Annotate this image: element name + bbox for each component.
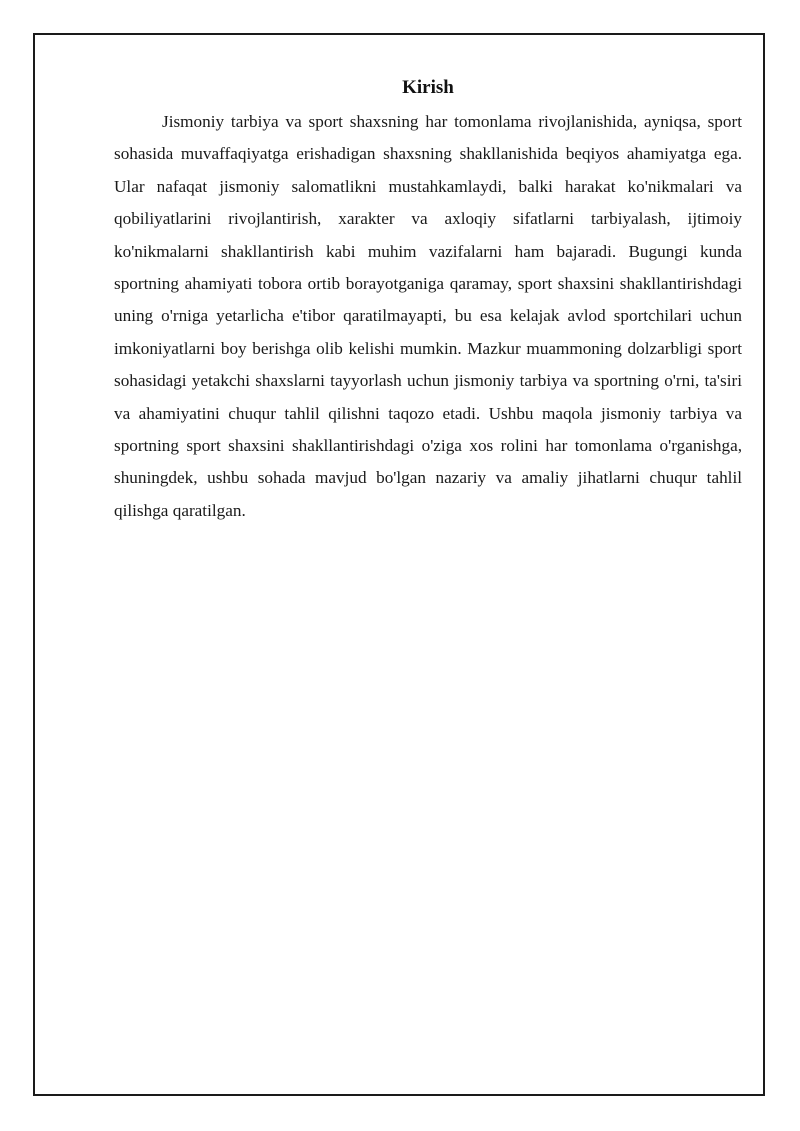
document-content [114,74,742,527]
section-heading: Kirish [402,77,454,98]
body-paragraph: Jismoniy tarbiya va sport shaxsning har tomonlama rivojlanishida, ayniqsa, sport sohasida muvaffaqiyatga erishadigan shaxsning shakllanishida beqiyos ahamiyatga ega. Ular nafaqat jismoniy salomatlikni mustahkamlaydi, balki harakat ko'nikmalari va qobiliyatlarini rivojlantirish, xarakter va axloqiy sifatlarni tarbiyalash, ijtimoiy ko'nikmalarni shakllantirish kabi muhim vazifalarni ham bajaradi. Bugungi kunda sportning ahamiyati tobora ortib borayotganiga qaramay, sport shaxsini shakllantirishdagi uning o'rniga yetarlicha e'tibor qaratilmayapti, bu esa kelajak avlod sportchilari uchun imkoniyatlarni boy berishga olib kelishi mumkin. Mazkur muammoning dolzarbligi sport sohasidagi yetakchi shaxslarni tayyorlash uchun jismoniy tarbiya va sportning o'rni, ta'siri va ahamiyatini chuqur tahlil qilishni taqozo etadi. Ushbu maqola jismoniy tarbiya va sportning sport shaxsini shakllantirishdagi o'ziga xos rolini har tomonlama o'rganishga, shuningdek, ushbu sohada mavjud bo'lgan nazariy va amaliy jihatlarni chuqur tahlil qilishga qaratilgan. [114,112,742,520]
